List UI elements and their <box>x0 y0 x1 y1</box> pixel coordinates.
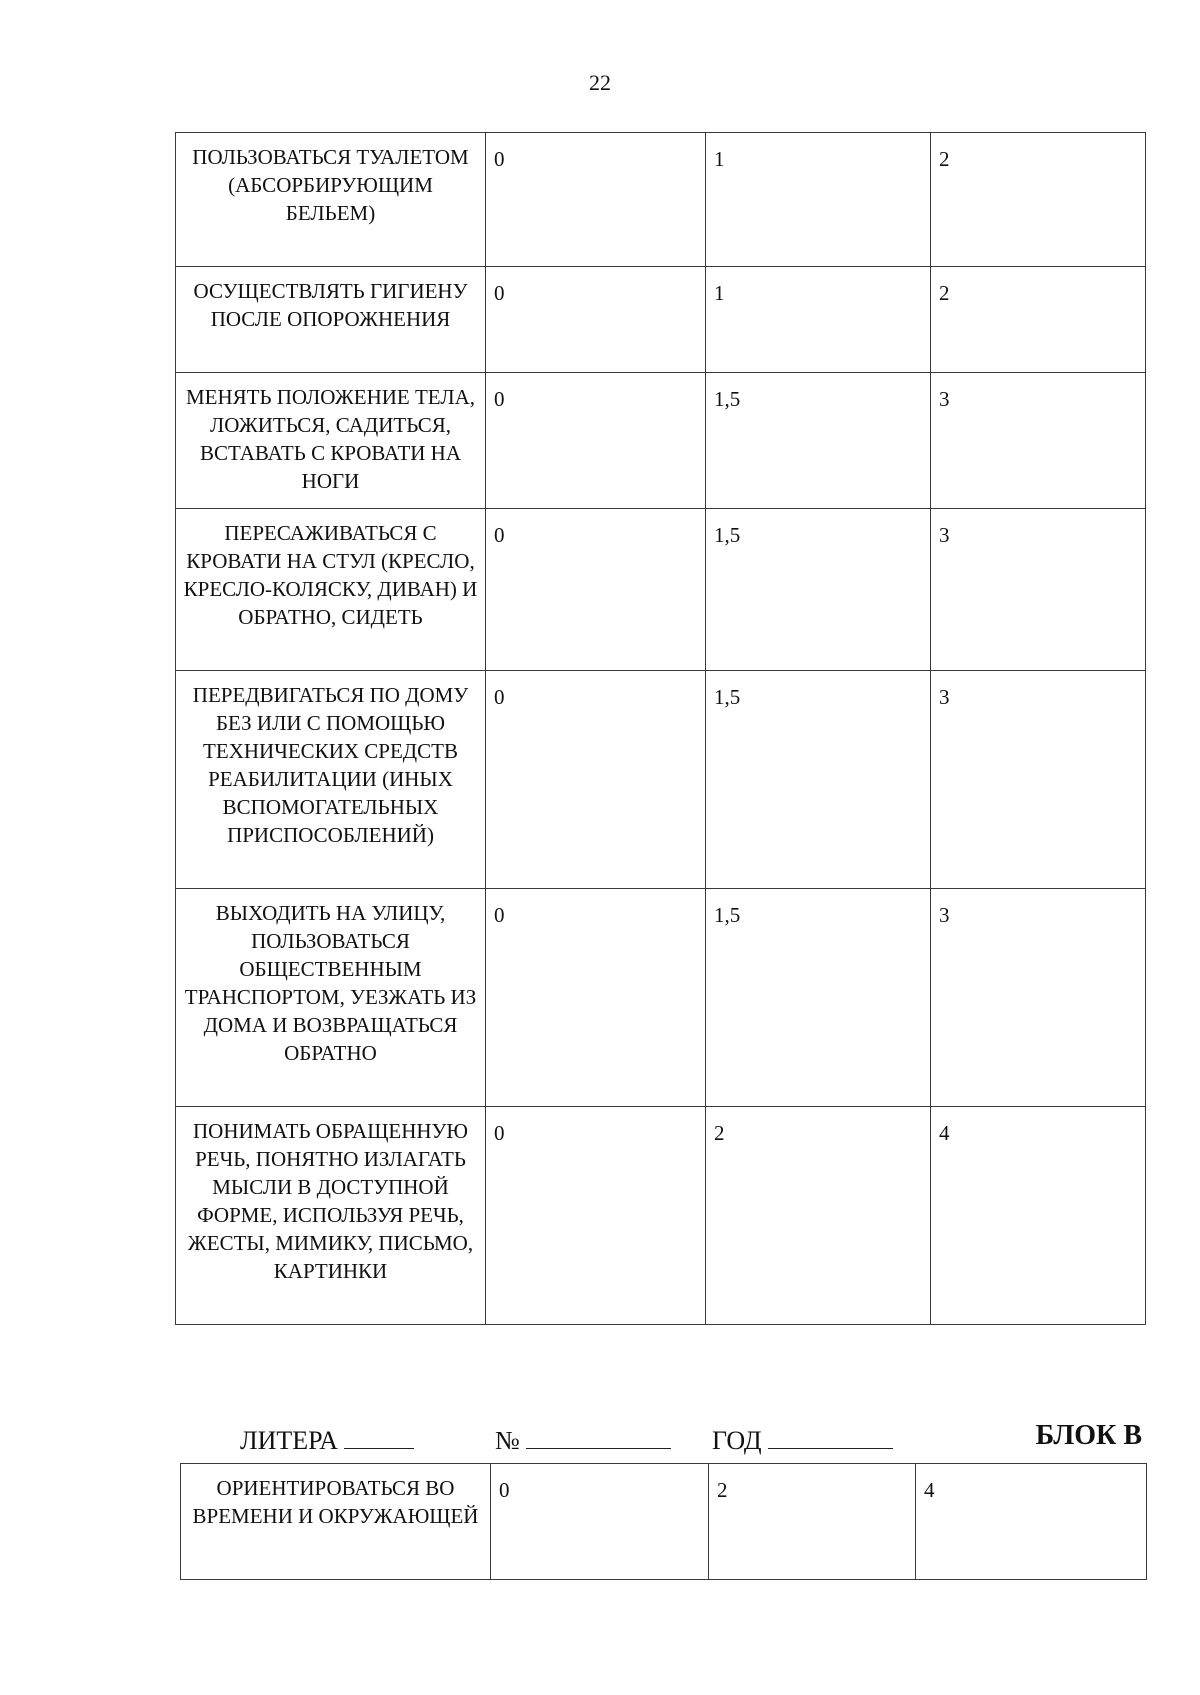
score-cell: 2 <box>706 1107 931 1325</box>
score-cell: 1,5 <box>706 509 931 671</box>
number-blank <box>526 1424 671 1449</box>
table-row <box>176 267 1146 373</box>
activity-label: ОРИЕНТИРОВАТЬСЯ ВО ВРЕМЕНИ И ОКРУЖАЮЩЕЙ <box>181 1464 491 1580</box>
activity-label: ОСУЩЕСТВЛЯТЬ ГИГИЕНУ ПОСЛЕ ОПОРОЖНЕНИЯ <box>176 267 486 373</box>
score-cell: 1 <box>706 133 931 267</box>
year-field <box>712 1424 893 1456</box>
number-field <box>495 1424 671 1456</box>
score-cell: 3 <box>931 373 1146 509</box>
activity-label: ПОНИМАТЬ ОБРАЩЕННУЮ РЕЧЬ, ПОНЯТНО ИЗЛАГАТЬ МЫСЛИ В ДОСТУПНОЙ ФОРМЕ, ИСПОЛЬЗУЯ РЕЧЬ, ЖЕСТЫ, МИМИКУ, ПИСЬМО, КАРТИНКИ <box>176 1107 486 1325</box>
score-cell: 0 <box>486 133 706 267</box>
score-cell: 2 <box>709 1464 916 1580</box>
score-cell: 1,5 <box>706 671 931 889</box>
score-cell: 0 <box>486 671 706 889</box>
year-label: ГОД <box>712 1426 762 1455</box>
score-cell: 3 <box>931 671 1146 889</box>
score-cell: 3 <box>931 509 1146 671</box>
table-row <box>176 373 1146 509</box>
number-label: № <box>495 1426 520 1455</box>
activity-label: ПЕРЕСАЖИВАТЬСЯ С КРОВАТИ НА СТУЛ (КРЕСЛО, КРЕСЛО-КОЛЯСКУ, ДИВАН) И ОБРАТНО, СИДЕТЬ <box>176 509 486 671</box>
table-row <box>181 1464 1147 1580</box>
score-cell: 1 <box>706 267 931 373</box>
table-row <box>176 133 1146 267</box>
activity-label: ПОЛЬЗОВАТЬСЯ ТУАЛЕТОМ (АБСОРБИРУЮЩИМ БЕЛЬЕМ) <box>176 133 486 267</box>
activity-label: ВЫХОДИТЬ НА УЛИЦУ, ПОЛЬЗОВАТЬСЯ ОБЩЕСТВЕННЫМ ТРАНСПОРТОМ, УЕЗЖАТЬ ИЗ ДОМА И ВОЗВРАЩАТЬСЯ ОБРАТНО <box>176 889 486 1107</box>
page-number: 22 <box>589 70 611 95</box>
score-cell: 1,5 <box>706 373 931 509</box>
score-cell: 3 <box>931 889 1146 1107</box>
form-header <box>0 1424 1200 1460</box>
assessment-table <box>175 132 1146 1325</box>
score-cell: 0 <box>491 1464 709 1580</box>
score-cell: 2 <box>931 133 1146 267</box>
table-row <box>176 1107 1146 1325</box>
score-cell: 0 <box>486 1107 706 1325</box>
activity-label: МЕНЯТЬ ПОЛОЖЕНИЕ ТЕЛА, ЛОЖИТЬСЯ, САДИТЬСЯ, ВСТАВАТЬ С КРОВАТИ НА НОГИ <box>176 373 486 509</box>
table-row <box>176 671 1146 889</box>
score-cell: 4 <box>931 1107 1146 1325</box>
year-blank <box>768 1424 893 1449</box>
block-title: БЛОК В <box>1035 1420 1142 1451</box>
block-b-table <box>180 1463 1147 1580</box>
litera-field <box>240 1424 414 1456</box>
score-cell: 0 <box>486 509 706 671</box>
table-row <box>176 889 1146 1107</box>
score-cell: 0 <box>486 889 706 1107</box>
litera-blank <box>344 1424 414 1449</box>
score-cell: 4 <box>916 1464 1147 1580</box>
litera-label: ЛИТЕРА <box>240 1426 339 1455</box>
table-row <box>176 509 1146 671</box>
score-cell: 1,5 <box>706 889 931 1107</box>
activity-label: ПЕРЕДВИГАТЬСЯ ПО ДОМУ БЕЗ ИЛИ С ПОМОЩЬЮ ТЕХНИЧЕСКИХ СРЕДСТВ РЕАБИЛИТАЦИИ (ИНЫХ ВСПОМОГАТЕЛЬНЫХ ПРИСПОСОБЛЕНИЙ) <box>176 671 486 889</box>
score-cell: 0 <box>486 267 706 373</box>
score-cell: 2 <box>931 267 1146 373</box>
score-cell: 0 <box>486 373 706 509</box>
